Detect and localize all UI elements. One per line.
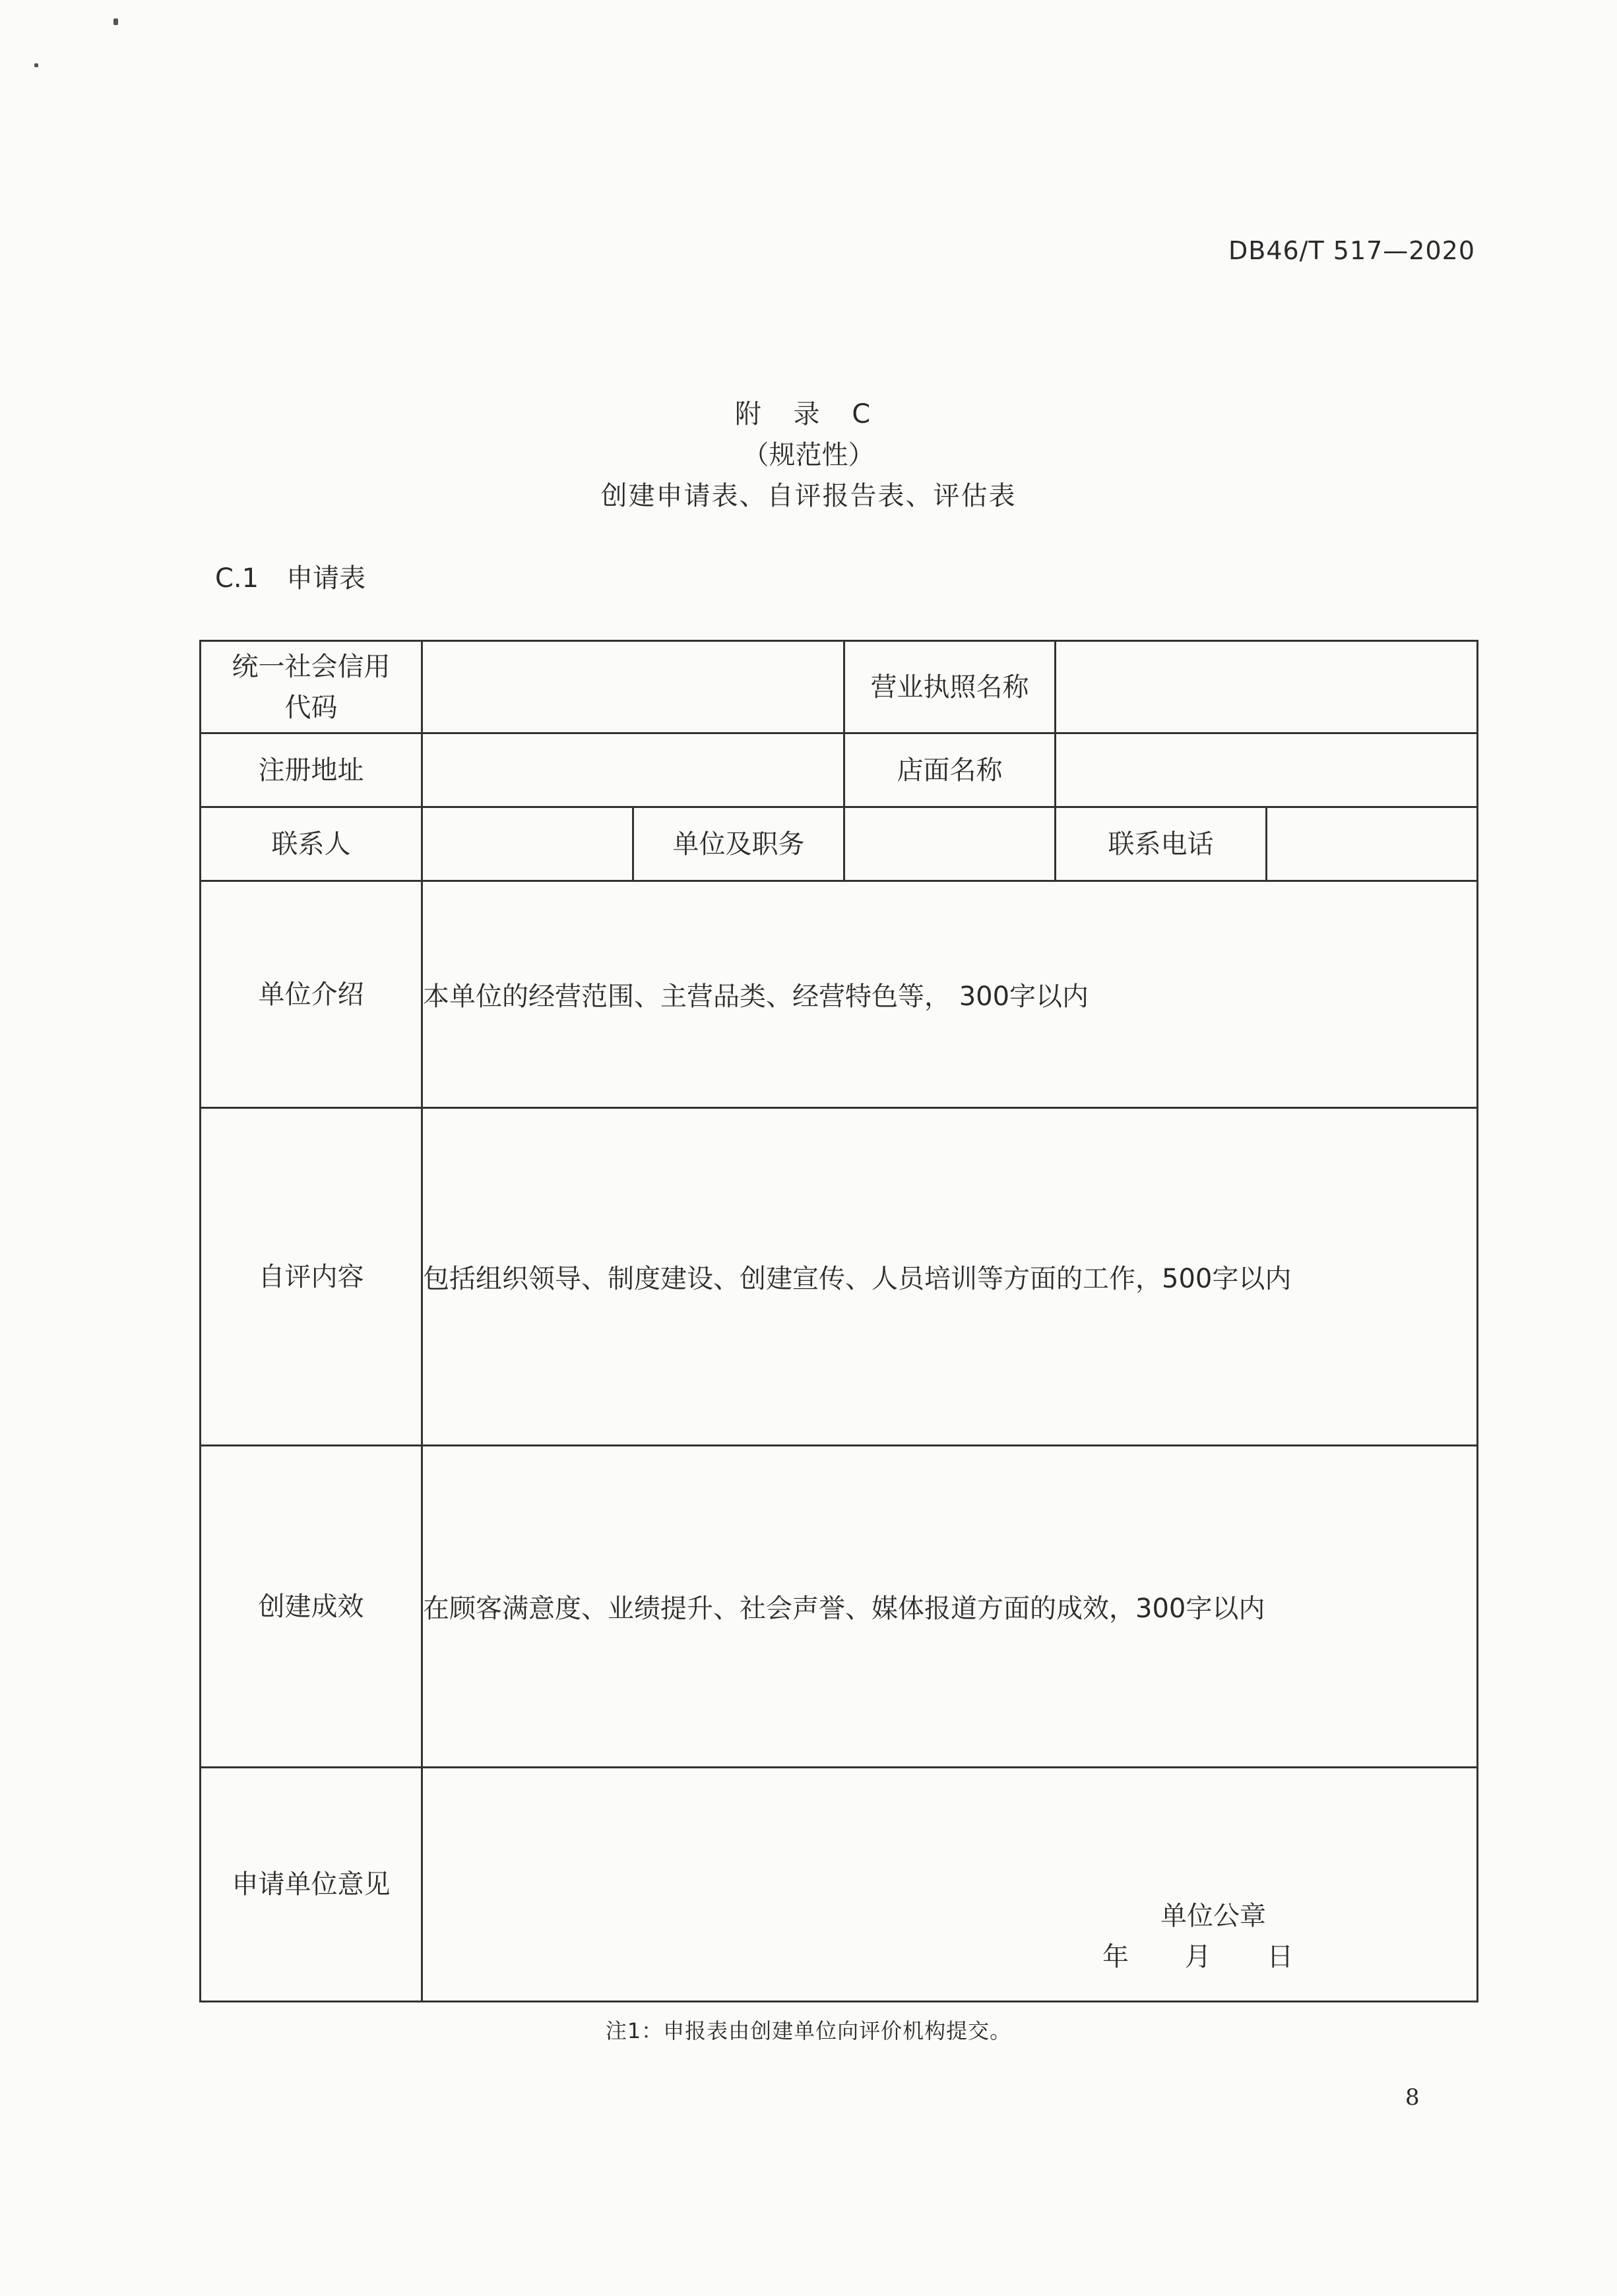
registered-address-field[interactable] [422,733,844,807]
appendix-nature: （规范性） [742,440,875,470]
appendix-title: 创建申请表、自评报告表、评估表 [600,481,1017,511]
store-name-field[interactable] [1056,733,1478,807]
store-name-label: 店面名称 [844,733,1056,807]
license-name-field[interactable] [1056,641,1478,733]
section-number: C.1 [215,563,259,594]
document-code: DB46/T 517—2020 [1228,236,1476,265]
self-evaluation-field[interactable]: 包括组织领导、制度建设、创建宣传、人员培训等方面的工作，500字以内 [422,1108,1478,1446]
appendix-heading: 附 录 C [734,399,883,429]
phone-field[interactable] [1267,807,1478,881]
contact-person-field[interactable] [422,807,633,881]
results-label: 创建成效 [201,1446,422,1768]
unit-intro-label: 单位介绍 [201,881,422,1108]
date-label: 年 月 日 [1102,1942,1294,1972]
unit-intro-field[interactable]: 本单位的经营范围、主营品类、经营特色等， 300字以内 [422,881,1478,1108]
position-label: 单位及职务 [633,807,844,881]
unit-seal-label: 单位公章 [1160,1901,1266,1931]
applicant-opinion-label: 申请单位意见 [201,1768,422,2002]
section-title: 申请表 [286,563,366,594]
results-field[interactable]: 在顾客满意度、业绩提升、社会声誉、媒体报道方面的成效，300字以内 [422,1446,1478,1768]
page-number: 8 [1405,2084,1420,2111]
license-name-label: 营业执照名称 [844,641,1056,733]
self-evaluation-label: 自评内容 [201,1108,422,1446]
credit-code-label: 统一社会信用代码 [201,641,422,733]
scan-speck [113,18,118,25]
phone-label: 联系电话 [1056,807,1267,881]
application-form [199,640,1478,2002]
position-field[interactable] [844,807,1056,881]
scan-speck [34,63,38,67]
section-heading [215,557,365,595]
registered-address-label: 注册地址 [201,733,422,807]
applicant-opinion-field[interactable] [422,1768,1478,2002]
contact-person-label: 联系人 [201,807,422,881]
credit-code-field[interactable] [422,641,844,733]
form-note: 注1：申报表由创建单位向评价机构提交。 [605,2018,1012,2043]
